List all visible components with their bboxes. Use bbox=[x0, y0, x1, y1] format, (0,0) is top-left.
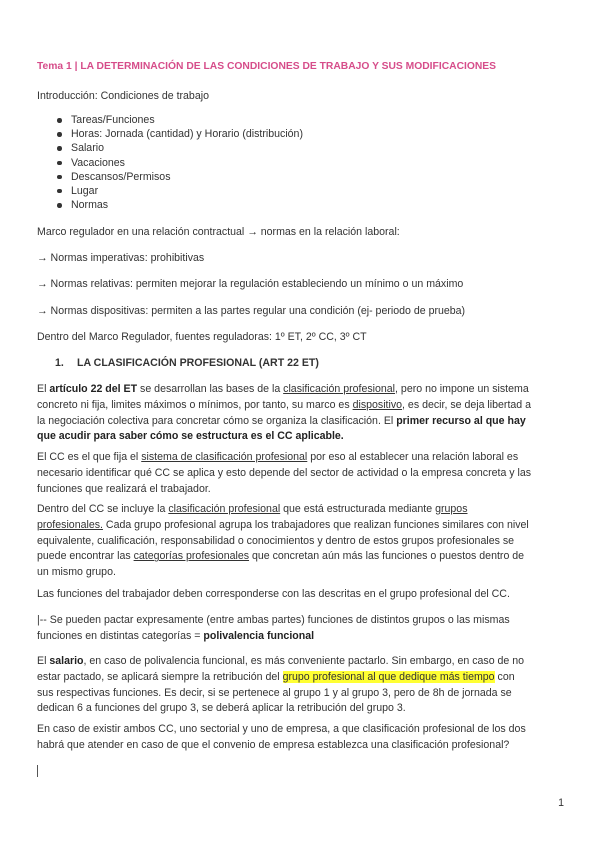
intro-line: Introducción: Condiciones de trabajo bbox=[37, 90, 209, 102]
paragraph-salario: El salario, en caso de polivalencia funcional, es más conveniente pactarlo. Sin embargo, en caso de no estar pactado, se aplicará siempre la retribución del grupo profesional al que dedique más tiempo con sus respectivas funciones. Es decir, si se pertenece al grupo 1 y al grupo 3, pero de 8h de jornada se dedican 6 a funciones del grupo 3, se deberá aplicar la retribución del grupo 3. bbox=[37, 655, 525, 715]
section-heading-text: LA CLASIFICACIÓN PROFESIONAL (ART 22 ET) bbox=[77, 357, 319, 369]
list-item: Lugar bbox=[37, 185, 303, 199]
fuentes-line: Dentro del Marco Regulador, fuentes reguladoras: 1º ET, 2º CC, 3º CT bbox=[37, 331, 367, 343]
norma-line: → Normas relativas: permiten mejorar la regulación estableciendo un mínimo o un máximo bbox=[37, 278, 464, 290]
paragraph-funciones: Las funciones del trabajador deben corresponderse con las descritas en el grupo profesional del CC. bbox=[37, 588, 510, 600]
section-heading bbox=[55, 357, 319, 369]
list-item: Vacaciones bbox=[37, 157, 303, 171]
list-item: Salario bbox=[37, 142, 303, 156]
section-number: 1. bbox=[55, 357, 64, 369]
paragraph-cc-sistema: El CC es el que fija el sistema de clasificación profesional por eso al establecer una relación laboral es necesario identificar qué CC se aplica y esto depende del sector de actividad o la empresa concreta y las funciones que realizará el trabajador. bbox=[37, 451, 532, 495]
document-title: Tema 1 | LA DETERMINACIÓN DE LAS CONDICIONES DE TRABAJO Y SUS MODIFICACIONES bbox=[37, 61, 497, 72]
paragraph-polivalencia: |-- Se pueden pactar expresamente (entre ambas partes) funciones de distintos grupos o las mismas funciones en distintas categorías = polivalencia funcional bbox=[37, 614, 510, 642]
paragraph-articulo-22: El artículo 22 del ET se desarrollan las bases de la clasificación profesional, pero no impone un sistema concreto ni fija, limites máximos o mínimos, por tanto, su marco es dispositivo, es decir, se deja libertad a la negociación colectiva para concretar cómo se organiza la clasificación. El primer recurso al que hay que acudir para saber cómo se estructura es el CC aplicable. bbox=[37, 383, 532, 443]
list-item: Normas bbox=[37, 199, 303, 213]
paragraph-grupos-profesionales: Dentro del CC se incluye la clasificación profesional que está estructurada mediante grupos profesionales. Cada grupo profesional agrupa los trabajadores que realizan funciones similares con nivel equivalente, cualificación, responsabilidad o conocimientos y dentro de estos grupos profesionales se puede encontrar las categorías profesionales que concretan aún más las funciones o puestos dentro de un mismo grupo. bbox=[37, 503, 529, 579]
conditions-list bbox=[37, 114, 303, 213]
list-item: Horas: Jornada (cantidad) y Horario (distribución) bbox=[37, 128, 303, 142]
norma-line: → Normas imperativas: prohibitivas bbox=[37, 252, 205, 264]
list-item: Descansos/Permisos bbox=[37, 171, 303, 185]
list-item: Tareas/Funciones bbox=[37, 114, 303, 128]
marco-regulador-line: Marco regulador en una relación contractual → normas en la relación laboral: bbox=[37, 226, 400, 238]
paragraph-question: En caso de existir ambos CC, uno sectorial y uno de empresa, a que clasificación profesional de los dos habrá que atender en caso de que el convenio de empresa establezca una clasificación profesional? bbox=[37, 723, 526, 751]
text-cursor bbox=[37, 765, 38, 777]
highlighted-text: grupo profesional al que dedique más tiempo bbox=[282, 670, 495, 683]
page-number: 1 bbox=[558, 797, 564, 809]
norma-line: → Normas dispositivas: permiten a las partes regular una condición (ej- periodo de prueba) bbox=[37, 305, 466, 317]
